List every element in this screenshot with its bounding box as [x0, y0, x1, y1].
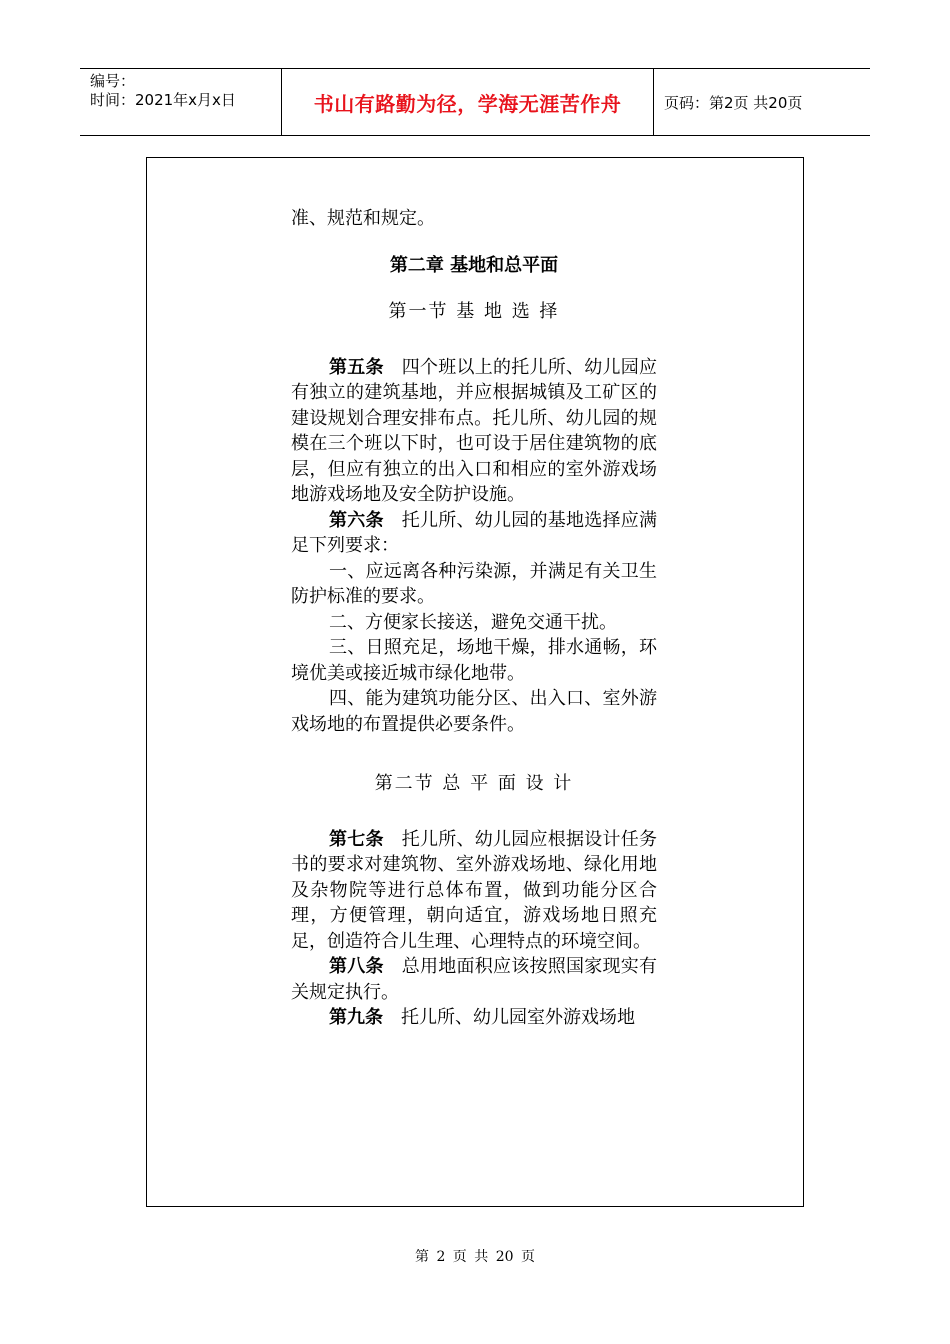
document-body	[291, 206, 657, 1031]
paragraph-continuation: 准、规范和规定。	[291, 208, 435, 229]
article-7	[291, 827, 657, 955]
page-footer: 第 2 页 共 20 页	[415, 1249, 535, 1265]
article-6-item-4: 四、能为建筑功能分区、出入口、室外游戏场地的布置提供必要条件。	[291, 688, 657, 735]
article-8	[291, 954, 657, 1005]
article-7-text: 托儿所、幼儿园应根据设计任务书的要求对建筑物、室外游戏场地、绿化用地及杂物院等进行总体布置，做到功能分区合理，方便管理，朝向适宜，游戏场地日照充足，创造符合儿生理、心理特点的环境空间。	[291, 828, 657, 952]
article-6-label: 第六条	[329, 509, 384, 531]
article-6-item-1: 一、应远离各种污染源，并满足有关卫生防护标准的要求。	[291, 560, 657, 607]
article-9-text: 托儿所、幼儿园室外游戏场地	[401, 1007, 635, 1028]
article-8-label: 第八条	[329, 956, 384, 977]
article-8-text: 总用地面积应该按照国家现实有关规定执行。	[291, 956, 657, 1003]
article-5-text: 四个班以上的托儿所、幼儿园应有独立的建筑基地，并应根据城镇及工矿区的建设规划合理安排布点。托儿所、幼儿园的规模在三个班以下时，也可设于居住建筑物的底层，但应有独立的出入口和相应的室外游戏场地游戏场地及安全防护设施。	[291, 356, 657, 505]
header-meta	[80, 69, 282, 135]
article-6-item-2: 二、方便家长接送，避免交通干扰。	[329, 611, 617, 633]
section-title-site-plan: 第二节 总 平 面 设 计	[374, 773, 574, 794]
header-slogan: 书山有路勤为径，学海无涯苦作舟	[282, 69, 654, 135]
article-7-label: 第七条	[329, 828, 384, 850]
chapter-title: 第二章 基地和总平面	[389, 254, 559, 276]
article-5-label: 第五条	[329, 356, 384, 378]
article-6-text: 托儿所、幼儿园的基地选择应满足下列要求：	[291, 509, 657, 556]
page-header	[80, 68, 870, 136]
article-9	[291, 1005, 657, 1031]
document-date: 时间：2021年x月x日	[90, 91, 236, 109]
article-5	[291, 355, 657, 508]
article-6-item-3: 三、日照充足，场地干燥，排水通畅，环境优美或接近城市绿化地带。	[291, 637, 657, 684]
article-9-label: 第九条	[329, 1007, 383, 1028]
section-title-site-selection: 第一节 基 地 选 择	[388, 301, 560, 322]
header-page-info: 页码：第2页 共20页	[664, 93, 803, 112]
document-number-label: 编号：	[90, 72, 136, 90]
article-6	[291, 508, 657, 559]
